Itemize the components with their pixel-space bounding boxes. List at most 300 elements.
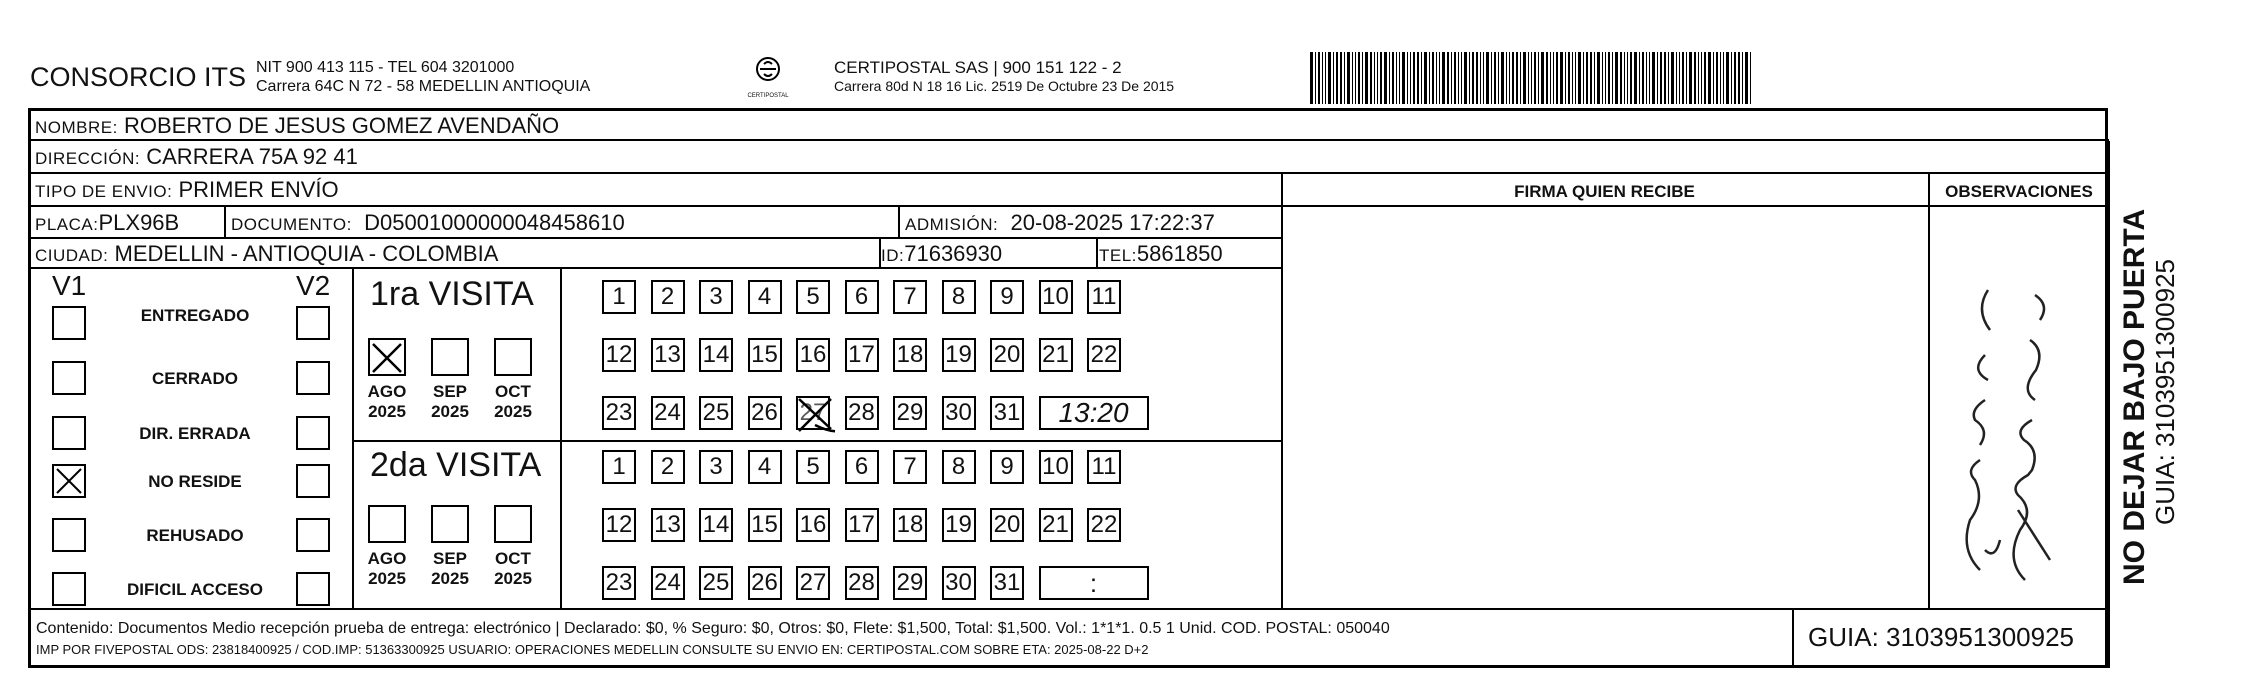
- barcode-bar: [1572, 52, 1573, 104]
- v1-checkbox[interactable]: [52, 572, 86, 606]
- day-number: 20: [993, 511, 1021, 538]
- month-checkbox[interactable]: [494, 338, 532, 376]
- day-number: 2: [660, 283, 675, 310]
- barcode-bar: [1639, 52, 1640, 104]
- barcode-bar: [1410, 52, 1411, 104]
- day-number: 15: [751, 341, 778, 368]
- barcode-bar: [1708, 52, 1711, 104]
- barcode-bar: [1720, 52, 1721, 104]
- divider: [2108, 141, 2110, 668]
- v2-checkbox[interactable]: [296, 361, 330, 395]
- handwritten-signature: [1940, 270, 2090, 600]
- divider: [1281, 205, 2108, 207]
- day-box[interactable]: [796, 450, 830, 484]
- day-box[interactable]: [748, 450, 782, 484]
- divider: [1281, 174, 1283, 608]
- v1-checkbox[interactable]: [52, 416, 86, 450]
- month-label: AGO: [367, 382, 407, 401]
- day-box[interactable]: [602, 396, 636, 430]
- day-box[interactable]: [893, 566, 927, 600]
- logo-text: CERTIPOSTAL: [747, 93, 789, 99]
- day-box[interactable]: [699, 280, 733, 314]
- placa-row: [31, 207, 1283, 239]
- day-number: 2: [660, 453, 675, 480]
- month-label: OCT: [495, 549, 531, 568]
- day-box[interactable]: [796, 508, 830, 542]
- day-number: 21: [1042, 341, 1069, 368]
- barcode-bar: [1506, 52, 1507, 104]
- day-box[interactable]: [651, 396, 685, 430]
- day-box[interactable]: [602, 450, 636, 484]
- v2-checkbox[interactable]: [296, 306, 330, 340]
- year-label: 2025: [494, 402, 532, 421]
- month-label: SEP: [432, 549, 468, 568]
- barcode-bar: [1325, 52, 1326, 104]
- day-box[interactable]: [1039, 508, 1073, 542]
- barcode-bar: [1682, 52, 1684, 104]
- id-label: ID:: [881, 246, 905, 265]
- direccion-row: [31, 141, 2109, 174]
- barcode-bar: [1652, 52, 1655, 104]
- day-box[interactable]: [942, 338, 976, 372]
- day-number: 14: [702, 511, 730, 538]
- placa-label: PLACA:: [35, 215, 99, 234]
- day-box[interactable]: [990, 450, 1024, 484]
- day-box[interactable]: [1039, 338, 1073, 372]
- barcode-bar: [1734, 52, 1736, 104]
- day-box[interactable]: [651, 338, 685, 372]
- month-label: AGO: [367, 549, 407, 568]
- day-number: 9: [1000, 283, 1014, 310]
- barcode-bar: [1694, 52, 1696, 104]
- year-label: 2025: [368, 402, 406, 421]
- divider: [898, 207, 900, 238]
- year-label: 2025: [431, 402, 469, 421]
- barcode-bar: [1358, 52, 1360, 104]
- barcode-bar: [1627, 52, 1628, 104]
- direccion-label: DIRECCIÓN:: [35, 149, 141, 168]
- day-box[interactable]: [845, 566, 879, 600]
- ciudad-label: CIUDAD:: [35, 246, 109, 265]
- barcode-bar: [1624, 52, 1625, 104]
- barcode-bar: [1362, 52, 1363, 104]
- month-checkbox[interactable]: [368, 338, 406, 376]
- divider: [879, 239, 881, 269]
- barcode-bar: [1476, 52, 1478, 104]
- barcode-bar: [1553, 52, 1554, 104]
- barcode-bar: [1486, 52, 1489, 104]
- barcode-bar: [1402, 52, 1405, 104]
- company-info: [256, 58, 590, 96]
- barcode-bar: [1634, 52, 1637, 104]
- day-box[interactable]: [796, 566, 830, 600]
- day-box[interactable]: [990, 396, 1024, 430]
- v2-checkbox[interactable]: [296, 464, 330, 498]
- day-box[interactable]: [1087, 280, 1121, 314]
- barcode-bar: [1355, 52, 1356, 104]
- barcode-bar: [1432, 52, 1434, 104]
- barcode-bar: [1731, 52, 1732, 104]
- barcode-bar: [1464, 52, 1467, 104]
- second-visit-label: 2da VISITA: [370, 446, 542, 484]
- barcode-bar: [1612, 52, 1613, 104]
- day-number: 16: [799, 341, 827, 368]
- tipo-row: [31, 174, 1283, 206]
- barcode-bar: [1528, 52, 1529, 104]
- day-box[interactable]: [942, 508, 976, 542]
- barcode-bar: [1594, 52, 1595, 104]
- day-number: 19: [945, 511, 972, 538]
- day-box[interactable]: [1087, 450, 1121, 484]
- barcode-bar: [1347, 52, 1350, 104]
- barcode-bar: [1396, 52, 1397, 104]
- barcode: [1310, 52, 1910, 104]
- day-number: 3: [709, 283, 723, 310]
- day-number: 1: [612, 283, 626, 310]
- day-number: 11: [1091, 453, 1117, 480]
- barcode-bar: [1336, 52, 1338, 104]
- barcode-bar: [1469, 52, 1470, 104]
- day-number: 27: [799, 569, 827, 596]
- barcode-bar: [1501, 52, 1504, 104]
- carrier-info: [834, 58, 1174, 96]
- time-value: :: [1089, 567, 1098, 598]
- barcode-bar: [1417, 52, 1419, 104]
- day-number: 24: [654, 399, 681, 426]
- day-number: 26: [751, 569, 778, 596]
- day-number: 22: [1090, 511, 1118, 538]
- day-box[interactable]: [893, 280, 927, 314]
- barcode-bar: [1630, 52, 1632, 104]
- reason-label: ENTREGADO: [140, 306, 250, 325]
- day-number: 7: [903, 283, 917, 310]
- day-box[interactable]: [796, 396, 830, 430]
- month-checkbox[interactable]: [494, 505, 532, 543]
- barcode-bar: [1365, 52, 1368, 104]
- barcode-bar: [1578, 52, 1581, 104]
- guia-footer: GUIA: 3103951300925: [1808, 622, 2074, 652]
- footer-line-2: IMP POR FIVEPOSTAL ODS: 23818400925 / COD.IMP: 51363300925 USUARIO: OPERACIONES MEDELLIN CONSULTE SU ENVIO EN: CERTIPOSTAL.COM SOBRE ETA: 2025-08-22 D+2: [36, 642, 1149, 657]
- v1-checkbox[interactable]: [52, 518, 86, 552]
- day-box[interactable]: [1087, 338, 1121, 372]
- day-number: 31: [993, 569, 1021, 596]
- divider: [1928, 174, 1930, 608]
- x-mark-icon: [795, 395, 835, 435]
- day-box[interactable]: [990, 508, 1024, 542]
- month-year-label: [361, 382, 413, 422]
- day-box[interactable]: [602, 508, 636, 542]
- day-number: 5: [806, 453, 820, 480]
- day-box[interactable]: [602, 566, 636, 600]
- month-checkbox[interactable]: [431, 338, 469, 376]
- day-box[interactable]: [699, 566, 733, 600]
- barcode-bar: [1716, 52, 1718, 104]
- barcode-bar: [1597, 52, 1600, 104]
- barcode-bar: [1671, 52, 1674, 104]
- nit-line: NIT 900 413 115 - TEL 604 3201000: [256, 59, 515, 76]
- reason-label: DIFICIL ACCESO: [126, 580, 263, 599]
- day-box[interactable]: [942, 396, 976, 430]
- barcode-bar: [1399, 52, 1400, 104]
- barcode-bar: [1439, 52, 1440, 104]
- day-number: 19: [945, 341, 972, 368]
- direccion-value: CARRERA 75A 92 41: [146, 144, 358, 169]
- divider: [224, 207, 226, 238]
- day-number: 8: [951, 283, 966, 310]
- day-number: 6: [854, 453, 869, 480]
- barcode-bar: [1568, 52, 1570, 104]
- company-name: CONSORCIO ITS: [30, 62, 247, 92]
- day-number: 25: [702, 569, 730, 596]
- tipo-label: TIPO DE ENVIO:: [35, 182, 173, 201]
- v1-checkbox[interactable]: [52, 464, 86, 498]
- barcode-bar: [1565, 52, 1566, 104]
- day-box[interactable]: [699, 338, 733, 372]
- barcode-bar: [1315, 52, 1316, 104]
- month-year-label: [487, 382, 539, 422]
- day-box[interactable]: [845, 396, 879, 430]
- day-box[interactable]: [796, 280, 830, 314]
- x-mark-icon: [54, 466, 84, 496]
- day-box[interactable]: [990, 280, 1024, 314]
- barcode-bar: [1605, 52, 1606, 104]
- day-number: 21: [1042, 511, 1069, 538]
- day-box[interactable]: [699, 450, 733, 484]
- barcode-bar: [1472, 52, 1474, 104]
- day-box[interactable]: [893, 338, 927, 372]
- barcode-bar: [1509, 52, 1510, 104]
- barcode-bar: [1407, 52, 1408, 104]
- barcode-bar: [1534, 52, 1536, 104]
- day-box[interactable]: [602, 338, 636, 372]
- divider: [1096, 239, 1098, 269]
- barcode-bar: [1664, 52, 1666, 104]
- placa-value: PLX96B: [98, 210, 180, 235]
- barcode-bar: [1429, 52, 1430, 104]
- day-box[interactable]: [942, 450, 976, 484]
- barcode-bar: [1602, 52, 1603, 104]
- barcode-bar: [1498, 52, 1499, 104]
- tel-value: 5861850: [1136, 241, 1223, 266]
- day-number: 4: [757, 453, 772, 480]
- day-box[interactable]: [1039, 450, 1073, 484]
- time-box[interactable]: [1039, 566, 1149, 600]
- day-box[interactable]: [1087, 508, 1121, 542]
- divider: [560, 269, 562, 608]
- day-box[interactable]: [748, 280, 782, 314]
- barcode-bar: [1344, 52, 1345, 104]
- barcode-bar: [1340, 52, 1342, 104]
- barcode-bar: [1726, 52, 1729, 104]
- day-number: 16: [799, 511, 827, 538]
- barcode-bar: [1531, 52, 1532, 104]
- guia-side: GUIA: 3103951300925: [2150, 259, 2180, 525]
- day-number: 13: [654, 341, 681, 368]
- barcode-bar: [1698, 52, 1699, 104]
- divider: [1792, 608, 1794, 668]
- year-label: 2025: [368, 569, 406, 588]
- barcode-bar: [1377, 52, 1378, 104]
- barcode-bar: [1389, 52, 1390, 104]
- barcode-bar: [1451, 52, 1452, 104]
- day-number: 28: [848, 569, 875, 596]
- day-number: 26: [751, 399, 778, 426]
- tipo-value: PRIMER ENVÍO: [178, 177, 339, 202]
- day-box[interactable]: [602, 280, 636, 314]
- barcode-bar: [1745, 52, 1748, 104]
- address-line: Carrera 64C N 72 - 58 MEDELLIN ANTIOQUIA: [256, 78, 591, 95]
- barcode-bar: [1424, 52, 1427, 104]
- barcode-bar: [1679, 52, 1680, 104]
- day-number: 10: [1042, 453, 1069, 480]
- v2-label: V2: [296, 270, 331, 301]
- barcode-bar: [1701, 52, 1702, 104]
- admision-value: 20-08-2025 17:22:37: [1010, 210, 1215, 235]
- barcode-bar: [1447, 52, 1449, 104]
- barcode-bar: [1520, 52, 1521, 104]
- day-box[interactable]: [893, 396, 927, 430]
- day-box[interactable]: [990, 338, 1024, 372]
- footer-line-1: Contenido: Documentos Medio recepción prueba de entrega: electrónico | Declarado: $0, % Seguro: $0, Otros: $0, Flete: $1,500, Total: $1,500. Vol.: 1*1*1. 0.5 1 Unid. COD. POSTAL: 050040: [36, 620, 1390, 637]
- month-label: OCT: [495, 382, 531, 401]
- v2-checkbox[interactable]: [296, 572, 330, 606]
- day-box[interactable]: [893, 450, 927, 484]
- day-number: 1: [612, 453, 626, 480]
- day-box[interactable]: [942, 280, 976, 314]
- day-box[interactable]: [748, 508, 782, 542]
- day-box[interactable]: [845, 508, 879, 542]
- barcode-bar: [1660, 52, 1662, 104]
- day-box[interactable]: [845, 450, 879, 484]
- day-box[interactable]: [699, 396, 733, 430]
- day-number: 6: [854, 283, 869, 310]
- day-number: 30: [945, 569, 972, 596]
- barcode-bar: [1494, 52, 1496, 104]
- reason-label: NO RESIDE: [148, 472, 242, 491]
- reason-label: DIR. ERRADA: [139, 424, 251, 443]
- documento-value: D05001000000048458610: [364, 210, 625, 235]
- day-number: 13: [654, 511, 681, 538]
- year-label: 2025: [431, 569, 469, 588]
- day-box[interactable]: [651, 508, 685, 542]
- observaciones-header: OBSERVACIONES: [1945, 182, 2093, 201]
- day-box[interactable]: [651, 566, 685, 600]
- day-box[interactable]: [748, 396, 782, 430]
- month-label: SEP: [432, 382, 468, 401]
- day-box[interactable]: [748, 566, 782, 600]
- tel-label: TEL:: [1099, 246, 1137, 265]
- barcode-bar: [1713, 52, 1714, 104]
- day-box[interactable]: [942, 566, 976, 600]
- barcode-bar: [1523, 52, 1526, 104]
- v2-checkbox[interactable]: [296, 518, 330, 552]
- firma-header: FIRMA QUIEN RECIBE: [1514, 182, 1695, 201]
- day-number: 30: [945, 399, 972, 426]
- day-number: 31: [993, 399, 1021, 426]
- barcode-bar: [1686, 52, 1687, 104]
- barcode-bar: [1491, 52, 1492, 104]
- day-box[interactable]: [651, 280, 685, 314]
- day-number: 4: [757, 283, 772, 310]
- day-box[interactable]: [1039, 280, 1073, 314]
- barcode-bar: [1668, 52, 1669, 104]
- v1-checkbox[interactable]: [52, 361, 86, 395]
- month-year-label: [361, 549, 413, 589]
- barcode-bar: [1642, 52, 1644, 104]
- day-box[interactable]: [845, 280, 879, 314]
- barcode-bar: [1538, 52, 1539, 104]
- barcode-bar: [1310, 52, 1313, 104]
- day-box[interactable]: [893, 508, 927, 542]
- day-box[interactable]: [990, 566, 1024, 600]
- day-box[interactable]: [699, 508, 733, 542]
- barcode-bar: [1676, 52, 1677, 104]
- month-checkbox[interactable]: [368, 505, 406, 543]
- day-number: 27: [799, 399, 827, 426]
- certipostal-logo: [738, 56, 798, 99]
- barcode-bar: [1322, 52, 1323, 104]
- barcode-bar: [1689, 52, 1692, 104]
- day-number: 17: [848, 511, 875, 538]
- day-box[interactable]: [845, 338, 879, 372]
- day-number: 23: [605, 399, 633, 426]
- day-number: 28: [848, 399, 875, 426]
- day-number: 12: [605, 511, 633, 538]
- day-number: 20: [993, 341, 1021, 368]
- month-year-label: [487, 549, 539, 589]
- day-number: 3: [709, 453, 723, 480]
- barcode-bar: [1723, 52, 1724, 104]
- barcode-bar: [1575, 52, 1576, 104]
- barcode-bar: [1461, 52, 1462, 104]
- v2-checkbox[interactable]: [296, 416, 330, 450]
- barcode-bar: [1560, 52, 1563, 104]
- month-checkbox[interactable]: [431, 505, 469, 543]
- barcode-bar: [1512, 52, 1514, 104]
- day-box[interactable]: [796, 338, 830, 372]
- day-number: 25: [702, 399, 730, 426]
- day-number: 29: [896, 399, 924, 426]
- barcode-bar: [1374, 52, 1375, 104]
- day-number: 15: [751, 511, 778, 538]
- barcode-bar: [1442, 52, 1445, 104]
- day-number: 18: [896, 511, 924, 538]
- barcode-bar: [1620, 52, 1622, 104]
- day-number: 24: [654, 569, 681, 596]
- ciudad-value: MEDELLIN - ANTIOQUIA - COLOMBIA: [114, 241, 499, 266]
- nombre-label: NOMBRE:: [35, 118, 118, 137]
- nombre-value: ROBERTO DE JESUS GOMEZ AVENDAÑO: [123, 113, 560, 138]
- v1-checkbox[interactable]: [52, 306, 86, 340]
- barcode-bar: [1333, 52, 1334, 104]
- barcode-bar: [1328, 52, 1331, 104]
- day-box[interactable]: [748, 338, 782, 372]
- time-value: 13:20: [1058, 397, 1129, 428]
- day-number: 8: [951, 453, 966, 480]
- divider: [352, 440, 1281, 442]
- year-label: 2025: [494, 569, 532, 588]
- barcode-bar: [1550, 52, 1551, 104]
- day-number: 18: [896, 341, 924, 368]
- day-box[interactable]: [651, 450, 685, 484]
- barcode-bar: [1541, 52, 1544, 104]
- time-box[interactable]: [1039, 396, 1149, 430]
- barcode-bar: [1608, 52, 1610, 104]
- day-number: 22: [1090, 341, 1118, 368]
- day-number: 10: [1042, 283, 1069, 310]
- divider: [352, 269, 354, 608]
- barcode-bar: [1546, 52, 1548, 104]
